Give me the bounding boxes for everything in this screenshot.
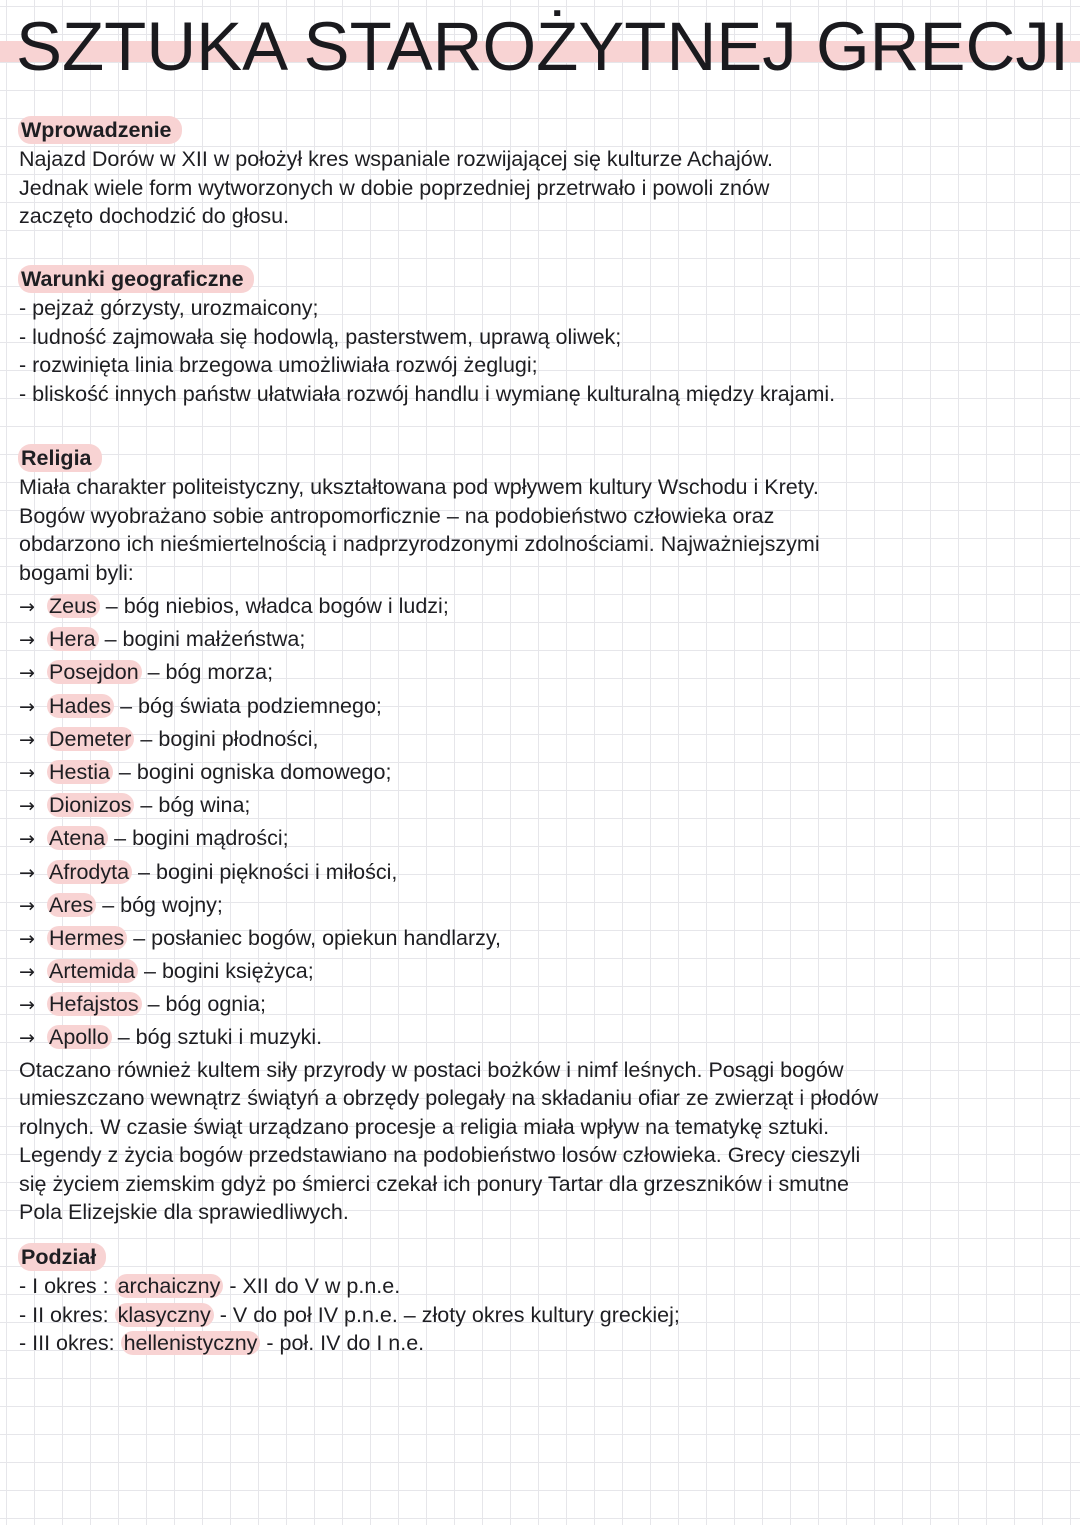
intro-section xyxy=(19,116,1059,231)
religion-intro-line: bogami byli: xyxy=(19,560,134,585)
god-desc: – bóg morza; xyxy=(141,660,274,685)
god-item-zeus xyxy=(19,591,1059,624)
page-title: SZTUKA STAROŻYTNEJ GRECJI xyxy=(16,8,1069,85)
period-suffix: - poł. IV do I n.e. xyxy=(260,1331,425,1355)
god-item-ares xyxy=(19,890,1059,923)
geography-item: - ludność zajmowała się hodowlą, pasterstwem, uprawą oliwek; xyxy=(19,324,622,349)
god-desc: – bóg sztuki i muzyki. xyxy=(111,1025,323,1050)
geography-section xyxy=(19,265,1059,408)
arrow-right-icon: → xyxy=(19,894,35,917)
period-item xyxy=(19,1272,1059,1301)
religion-outro-line: Otaczano również kultem siły przyrody w postaci bożków i nimf leśnych. Posągi bogów xyxy=(19,1057,844,1082)
period-prefix: - I okres : xyxy=(19,1274,115,1298)
arrow-right-icon: → xyxy=(19,961,35,984)
god-name: Ares xyxy=(47,893,96,917)
god-item-hermes xyxy=(19,923,1059,956)
religion-outro-line: Pola Elizejskie dla sprawiedliwych. xyxy=(19,1200,349,1225)
period-name: hellenistyczny xyxy=(121,1331,261,1355)
arrow-right-icon: → xyxy=(19,828,35,851)
god-item-hades xyxy=(19,691,1059,724)
division-heading: Podział xyxy=(18,1243,106,1271)
god-desc: – posłaniec bogów, opiekun handlarzy, xyxy=(127,925,501,950)
god-item-demeter xyxy=(19,724,1059,757)
god-name: Hefajstos xyxy=(47,992,142,1016)
religion-intro xyxy=(19,473,1059,587)
period-prefix: - III okres: xyxy=(19,1331,121,1355)
god-name: Demeter xyxy=(47,727,134,751)
period-suffix: - V do poł IV p.n.e. – złoty okres kultury greckiej; xyxy=(213,1302,680,1327)
period-item xyxy=(19,1301,1059,1330)
title-block xyxy=(0,8,1080,88)
period-prefix: - II okres: xyxy=(19,1302,115,1327)
religion-outro-line: umieszczano wewnątrz świątyń a obrzędy polegały na składaniu ofiar ze zwierząt i płodów xyxy=(19,1086,879,1111)
geography-item: - bliskość innych państw ułatwiała rozwój handlu i wymianę kulturalną między krajami. xyxy=(19,381,836,406)
god-item-apollo xyxy=(19,1022,1059,1055)
religion-heading: Religia xyxy=(18,444,102,472)
arrow-right-icon: → xyxy=(19,761,35,784)
intro-line: Najazd Dorów w XII w położył kres wspaniale rozwijającej się kulturze Achajów. xyxy=(19,147,774,171)
division-section xyxy=(19,1243,1059,1358)
god-desc: – bóg świata podziemnego; xyxy=(114,693,382,718)
arrow-right-icon: → xyxy=(19,728,35,751)
religion-outro-line: rolnych. W czasie świąt urządzano procesje a religia miała wpływ na tematykę sztuki. xyxy=(19,1114,830,1139)
god-desc: – bogini mądrości; xyxy=(108,826,289,851)
period-item xyxy=(19,1329,1059,1358)
god-desc: – bóg ognia; xyxy=(141,992,266,1017)
religion-intro-line: Bogów wyobrażano sobie antropomorficznie – na podobieństwo człowieka oraz xyxy=(19,503,775,528)
god-desc: – bogini piękności i miłości, xyxy=(132,859,398,884)
god-item-posejdon xyxy=(19,657,1059,690)
religion-intro-line: obdarzono ich nieśmiertelnością i nadprzyrodzonymi zdolnościami. Najważniejszymi xyxy=(19,532,820,556)
arrow-right-icon: → xyxy=(19,795,35,818)
intro-line: zaczęto dochodzić do głosu. xyxy=(19,204,290,228)
intro-text xyxy=(19,145,1059,231)
arrow-right-icon: → xyxy=(19,662,35,685)
god-desc: – bogini małżeństwa; xyxy=(98,627,306,652)
god-item-atena xyxy=(19,823,1059,856)
geography-item: - rozwinięta linia brzegowa umożliwiała rozwój żeglugi; xyxy=(19,353,538,377)
arrow-right-icon: → xyxy=(19,695,35,718)
god-name: Hermes xyxy=(47,926,127,950)
god-name: Artemida xyxy=(47,959,138,983)
intro-line: Jednak wiele form wytworzonych w dobie poprzedniej przetrwało i powoli znów xyxy=(19,175,770,200)
religion-intro-line: Miała charakter politeistyczny, ukształtowana pod wpływem kultury Wschodu i Krety. xyxy=(19,475,819,499)
god-item-hestia xyxy=(19,757,1059,790)
religion-outro xyxy=(19,1056,1059,1227)
god-desc: – bóg wojny; xyxy=(96,892,223,917)
religion-outro-line: Legendy z życia bogów przedstawiano na podobieństwo losów człowieka. Grecy cieszyli xyxy=(19,1143,861,1168)
god-desc: – bogini księżyca; xyxy=(138,959,314,984)
god-item-hefajstos xyxy=(19,989,1059,1022)
period-name: archaiczny xyxy=(115,1274,224,1298)
geography-heading: Warunki geograficzne xyxy=(18,265,254,293)
division-list xyxy=(19,1272,1059,1358)
god-name: Dionizos xyxy=(47,793,134,817)
god-item-dionizos xyxy=(19,790,1059,823)
arrow-right-icon: → xyxy=(19,629,35,652)
arrow-right-icon: → xyxy=(19,596,35,618)
arrow-right-icon: → xyxy=(19,861,35,884)
arrow-right-icon: → xyxy=(19,1027,35,1050)
intro-heading: Wprowadzenie xyxy=(18,116,182,144)
god-desc: – bóg niebios, władca bogów i ludzi; xyxy=(99,594,449,618)
god-item-afrodyta xyxy=(19,857,1059,890)
period-suffix: - XII do V w p.n.e. xyxy=(223,1274,401,1298)
god-item-artemida xyxy=(19,956,1059,989)
geography-item: - pejzaż górzysty, urozmaicony; xyxy=(19,296,319,320)
gods-list xyxy=(19,591,1059,1056)
god-name: Zeus xyxy=(47,594,100,618)
arrow-right-icon: → xyxy=(19,927,35,950)
geography-list xyxy=(19,294,1059,408)
god-desc: – bogini płodności, xyxy=(134,726,319,751)
god-name: Apollo xyxy=(47,1025,112,1049)
god-desc: – bogini ogniska domowego; xyxy=(112,759,392,784)
religion-outro-line: się życiem ziemskim gdyż po śmierci czekał ich ponury Tartar dla grzeszników i smutne xyxy=(19,1171,850,1196)
god-name: Hera xyxy=(47,627,99,651)
god-name: Hestia xyxy=(47,760,113,784)
god-name: Posejdon xyxy=(47,660,142,684)
arrow-right-icon: → xyxy=(19,994,35,1017)
god-name: Afrodyta xyxy=(47,860,132,884)
god-desc: – bóg wina; xyxy=(134,793,251,818)
god-name: Atena xyxy=(47,826,108,850)
god-item-hera xyxy=(19,624,1059,657)
period-name: klasyczny xyxy=(115,1303,214,1327)
religion-section xyxy=(19,444,1059,1227)
god-name: Hades xyxy=(47,694,114,718)
